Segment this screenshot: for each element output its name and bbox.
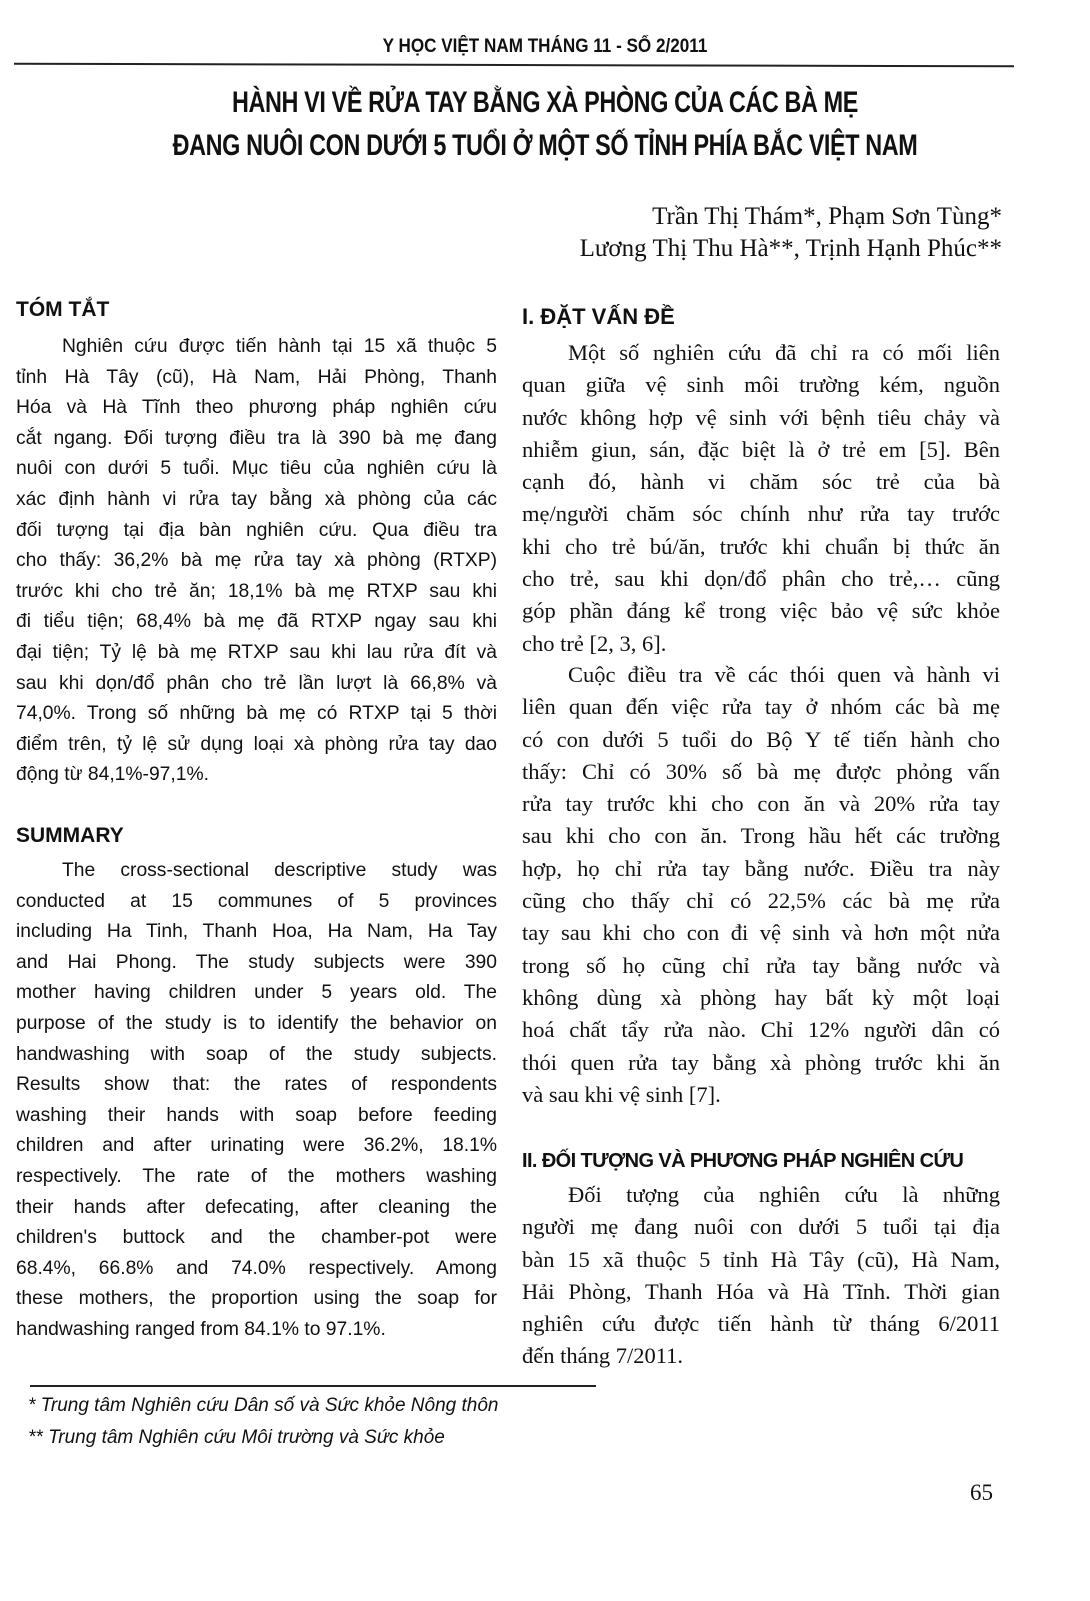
text-line: trước khi cho trẻ ăn; 18,1% bà mẹ RTXP sau khi bbox=[16, 580, 497, 602]
text-line: đi tiểu tiện; 68,4% bà mẹ đã RTXP ngay sau khi bbox=[16, 611, 497, 633]
text-line: Hải Phòng, Thanh Hóa và Hà Tĩnh. Thời gian bbox=[522, 1278, 1000, 1304]
text-line: sau khi cho con ăn. Trong hầu hết các trường bbox=[522, 823, 1000, 849]
text-line: góp phần đáng kể trong việc bảo vệ sức khỏe bbox=[522, 598, 1000, 624]
text-line: Hóa và Hà Tĩnh theo phương pháp nghiên cứu bbox=[16, 397, 497, 419]
text-line: hợp, họ chỉ rửa tay bằng nước. Điều tra này bbox=[522, 855, 1000, 881]
text-line: động từ 84,1%-97,1%. bbox=[16, 764, 209, 786]
text-line: handwashing ranged from 84.1% to 97.1%. bbox=[16, 1318, 386, 1340]
text-line: 68.4%, 66.8% and 74.0% respectively. Among bbox=[16, 1257, 497, 1279]
page-number: 65 bbox=[970, 1480, 993, 1505]
text-line: và sau khi vệ sinh [7]. bbox=[522, 1081, 721, 1107]
text-line: children and after urinating were 36.2%, 18.1% bbox=[16, 1135, 497, 1157]
text-line: The cross-sectional descriptive study was bbox=[62, 860, 497, 881]
text-line: including Ha Tinh, Thanh Hoa, Ha Nam, Ha Tay bbox=[16, 921, 497, 943]
text-line: tỉnh Hà Tây (cũ), Hà Nam, Hải Phòng, Thanh bbox=[16, 366, 497, 388]
authors-line-1: Trần Thị Thám*, Phạm Sơn Tùng* bbox=[652, 203, 1002, 230]
text-line: cho thấy: 36,2% bà mẹ rửa tay xà phòng (RTXP) bbox=[16, 550, 497, 572]
article-title-line-1: HÀNH VI VỀ RỬA TAY BẰNG XÀ PHÒNG CỦA CÁC BÀ MẸ bbox=[232, 86, 858, 119]
text-line: thấy: Chỉ có 30% số bà mẹ được phỏng vấn bbox=[522, 758, 1000, 784]
text-line: điểm trên, tỷ lệ sử dụng loại xà phòng rửa tay dao bbox=[16, 733, 497, 755]
section-1-paragraph-2 bbox=[522, 659, 1000, 1111]
text-line: có con dưới 5 tuổi do Bộ Y tế tiến hành cho bbox=[522, 726, 1000, 752]
footnote-1: * Trung tâm Nghiên cứu Dân số và Sức khỏe Nông thôn bbox=[28, 1395, 499, 1416]
text-line: mẹ/người chăm sóc chính như rửa tay trước bbox=[522, 501, 1000, 527]
text-line: xác định hành vi rửa tay bằng xà phòng của các bbox=[16, 488, 497, 510]
text-line: nuôi con dưới 5 tuổi. Mục tiêu của nghiên cứu là bbox=[16, 458, 497, 480]
summary-paragraph bbox=[16, 856, 497, 1346]
abstract-vi-paragraph bbox=[16, 332, 497, 791]
text-line: liên quan đến việc rửa tay ở nhóm các bà mẹ bbox=[522, 694, 1000, 720]
section-1-heading: I. ĐẶT VẤN ĐỀ bbox=[522, 304, 675, 329]
text-line: nước không hợp vệ sinh với bệnh tiêu chảy và bbox=[522, 404, 1000, 430]
text-line: Một số nghiên cứu đã chỉ ra có mối liên bbox=[568, 340, 1000, 365]
text-line: đại tiện; Tỷ lệ bà mẹ RTXP sau khi lau rửa đít và bbox=[16, 641, 497, 663]
text-line: bàn 15 xã thuộc 5 tỉnh Hà Tây (cũ), Hà Nam, bbox=[522, 1246, 1000, 1272]
text-line: khi cho trẻ bú/ăn, trước khi chuẩn bị thức ăn bbox=[522, 533, 1000, 559]
text-line: mother having children under 5 years old. The bbox=[16, 982, 497, 1004]
text-line: cho trẻ, sau khi dọn/đổ phân cho trẻ,… cũng bbox=[522, 566, 1000, 592]
text-line: purpose of the study is to identify the behavior on bbox=[16, 1012, 497, 1034]
text-line: quan giữa vệ sinh môi trường kém, nguồn bbox=[522, 372, 1000, 398]
text-line: sau khi dọn/đổ phân cho trẻ lần lượt là 66,8% và bbox=[16, 672, 497, 694]
text-line: Cuộc điều tra về các thói quen và hành vi bbox=[568, 662, 1000, 687]
text-line: children's buttock and the chamber-pot were bbox=[16, 1227, 497, 1249]
section-1-paragraph-1 bbox=[522, 337, 1000, 660]
text-line: Đối tượng của nghiên cứu là những bbox=[568, 1182, 1000, 1207]
text-line: tay sau khi cho con đi vệ sinh và hơn một nửa bbox=[522, 920, 1000, 946]
text-line: thói quen rửa tay bằng xà phòng trước khi ăn bbox=[522, 1049, 1000, 1075]
text-line: trong số họ cũng chỉ rửa tay bằng nước và bbox=[522, 952, 1000, 978]
text-line: đến tháng 7/2011. bbox=[522, 1343, 684, 1369]
text-line: handwashing with soap of the study subjects. bbox=[16, 1043, 497, 1065]
section-2-heading: II. ĐỐI TƯỢNG VÀ PHƯƠNG PHÁP NGHIÊN CỨU bbox=[522, 1150, 964, 1172]
text-line: Results show that: the rates of respondents bbox=[16, 1074, 497, 1096]
header-rule bbox=[14, 63, 1014, 68]
footnote-2: ** Trung tâm Nghiên cứu Môi trường và Sức khỏe bbox=[28, 1427, 445, 1448]
text-line: cũng cho thấy chỉ có 22,5% các bà mẹ rửa bbox=[522, 888, 1000, 914]
text-line: 74,0%. Trong số những bà mẹ có RTXP tại 5 thời bbox=[16, 703, 497, 725]
text-line: rửa tay trước khi cho con ăn và 20% rửa tay bbox=[522, 791, 1000, 817]
text-line: washing their hands with soap before feeding bbox=[16, 1104, 497, 1126]
text-line: không dùng xà phòng hay bất kỳ một loại bbox=[522, 984, 1000, 1010]
text-line: nhiễm giun, sán, đặc biệt là ở trẻ em [5]. Bên bbox=[522, 436, 1000, 462]
text-line: cho trẻ [2, 3, 6]. bbox=[522, 630, 667, 656]
abstract-vi-heading: TÓM TẮT bbox=[16, 298, 110, 321]
section-2-paragraph-1 bbox=[522, 1179, 1000, 1373]
text-line: cắt ngang. Đối tượng điều tra là 390 bà mẹ đang bbox=[16, 427, 497, 449]
text-line: conducted at 15 communes of 5 provinces bbox=[16, 890, 497, 912]
footnote-rule bbox=[30, 1385, 596, 1387]
text-line: these mothers, the proportion using the soap for bbox=[16, 1288, 497, 1310]
text-line: their hands after defecating, after cleaning the bbox=[16, 1196, 497, 1218]
text-line: người mẹ đang nuôi con dưới 5 tuổi tại địa bbox=[522, 1214, 1000, 1240]
text-line: respectively. The rate of the mothers washing bbox=[16, 1165, 497, 1187]
summary-heading: SUMMARY bbox=[16, 824, 124, 847]
text-line: Nghiên cứu được tiến hành tại 15 xã thuộc 5 bbox=[62, 336, 497, 357]
text-line: and Hai Phong. The study subjects were 390 bbox=[16, 951, 497, 973]
authors-line-2: Lương Thị Thu Hà**, Trịnh Hạnh Phúc** bbox=[579, 235, 1002, 262]
text-line: cạnh đó, hành vi chăm sóc trẻ của bà bbox=[522, 469, 1000, 495]
running-head: Y HỌC VIỆT NAM THÁNG 11 - SỐ 2/2011 bbox=[382, 36, 708, 57]
text-line: hoá chất tẩy rửa nào. Chỉ 12% người dân có bbox=[522, 1017, 1000, 1043]
text-line: nghiên cứu được tiến hành từ tháng 6/2011 bbox=[522, 1311, 1000, 1337]
article-title-line-2: ĐANG NUÔI CON DƯỚI 5 TUỔI Ở MỘT SỐ TỈNH PHÍA BẮC VIỆT NAM bbox=[172, 129, 918, 162]
text-line: đối tượng tại địa bàn nghiên cứu. Qua điều tra bbox=[16, 519, 497, 541]
